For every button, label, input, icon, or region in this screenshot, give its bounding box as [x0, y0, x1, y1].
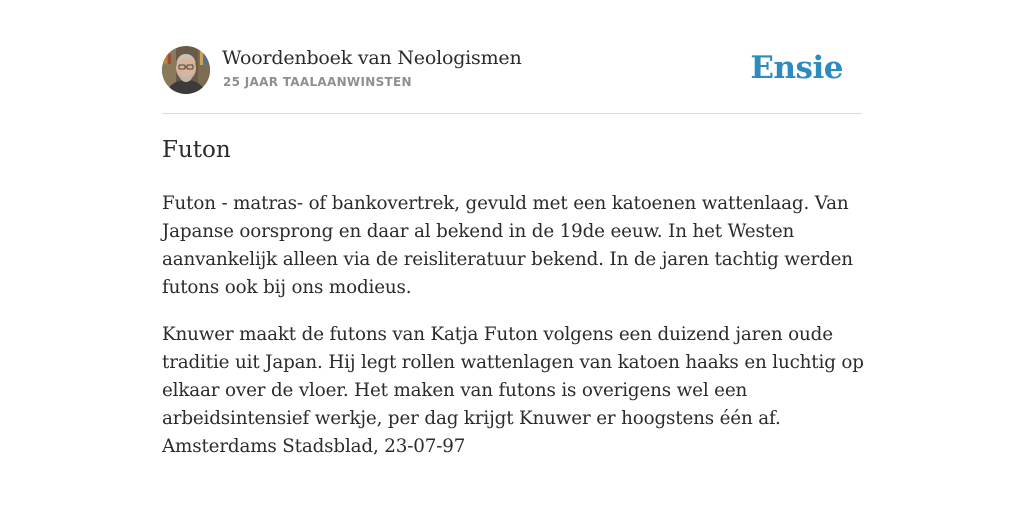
entry-title: Futon [162, 137, 231, 163]
brand-logo[interactable]: Ensie [750, 50, 843, 86]
definition-paragraph: Futon - matras- of bankovertrek, gevuld met een katoenen wattenlaag. Van Japanse oorsprong en daar al bekend in de 19de eeuw. In het Westen aanvankelijk alleen via de reisliteratuur bekend. In de jaren tachtig werden futons ook bij ons modieus. [162, 193, 853, 298]
avatar[interactable] [162, 46, 210, 94]
citation-paragraph: Knuwer maakt de futons van Katja Futon volgens een duizend jaren oude traditie uit Japan. Hij legt rollen wattenlagen van katoen haaks en luchtig op elkaar over de vloer. Het maken van futons is overigens wel een arbeidsintensief werkje, per dag krijgt Knuwer er hoogstens één af. Amsterdams Stadsblad, 23-07-97 [162, 324, 864, 457]
header-divider [162, 113, 862, 114]
avatar-image [162, 46, 210, 94]
entry-content [162, 190, 864, 480]
header [162, 46, 862, 96]
site-title[interactable]: Woordenboek van Neologismen [222, 47, 522, 69]
site-subtitle: 25 JAAR TAALAANWINSTEN [223, 75, 412, 89]
